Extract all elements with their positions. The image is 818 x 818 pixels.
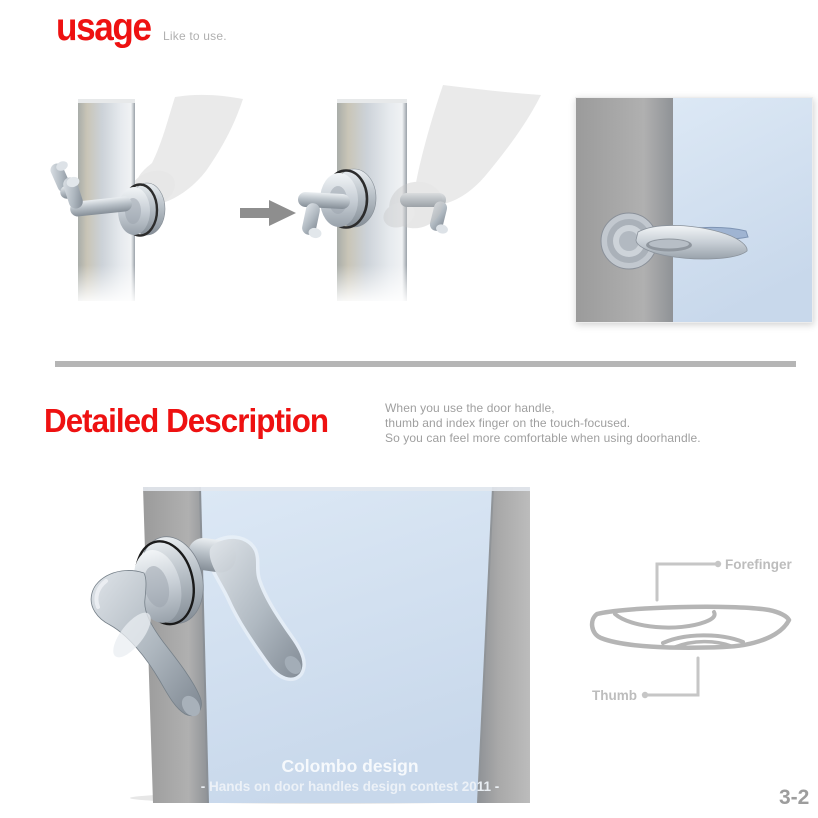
forefinger-label: Forefinger <box>725 557 792 572</box>
paragraph-line: So you can feel more comfortable when using doorhandle. <box>385 431 701 445</box>
usage-section-heading: usage <box>56 6 151 49</box>
leader-dot <box>715 561 721 567</box>
leader-dot <box>642 692 648 698</box>
arrow-right-icon <box>238 196 298 230</box>
door-panel <box>576 98 673 322</box>
main-render-door-handle <box>10 485 530 805</box>
paragraph-line: thumb and index finger on the touch-focused. <box>385 416 631 430</box>
paragraph-line: When you use the door handle, <box>385 401 555 415</box>
thumb-leader-line <box>647 658 698 695</box>
grip-position-diagram <box>583 548 803 708</box>
usage-step1-render-handle-rest <box>40 83 250 323</box>
section-divider <box>55 361 796 367</box>
forefinger-leader-line <box>657 564 718 600</box>
handle-profile-outline <box>592 607 789 648</box>
detail-section-paragraph <box>385 401 701 446</box>
thumb-label: Thumb <box>592 688 637 703</box>
page-number: 3-2 <box>779 786 810 809</box>
contest-caption: - Hands on door handles design contest 2011 - <box>200 779 500 794</box>
usage-step3-framed-render <box>575 97 813 323</box>
usage-section-subtitle: Like to use. <box>163 29 227 43</box>
usage-step2-render-handle-pressed <box>296 83 548 323</box>
glass-panel <box>673 98 812 322</box>
detail-section-heading: Detailed Description <box>44 402 329 439</box>
door-handle-front-view <box>576 98 812 322</box>
brand-caption: Colombo design <box>281 756 419 776</box>
